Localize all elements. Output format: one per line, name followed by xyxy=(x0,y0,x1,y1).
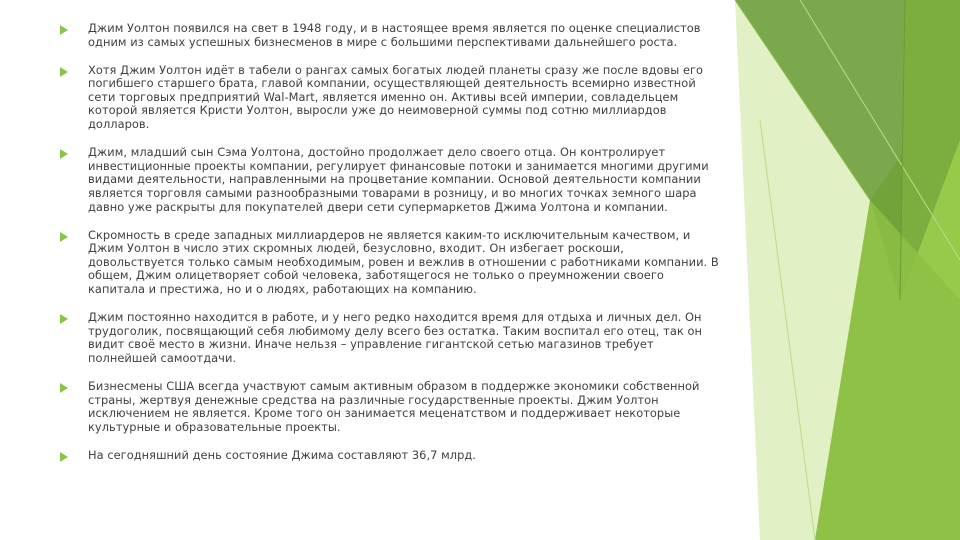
bullet-text: Скромность в среде западных миллиардеров не является каким-то исключительным качеством, и Джим Уолтон в число этих скромных людей, безусловно, входит. Он избегает роскоши, довольствуется только самым необходимым, ровен и вежлив в отношении с работниками компании. В общем, Джим олицетворяет собой человека, заботящегося не только о преумножении своего капитала и престижа, но и о людях, работающих на компанию. xyxy=(88,227,719,296)
bullet-text: Джим Уолтон появился на свет в 1948 году, и в настоящее время является по оценке специалистов одним из самых успешных бизнесменов в мире с большими перспективами дальнейшего роста. xyxy=(88,21,701,49)
bullet-text: Джим постоянно находится в работе, и у него редко находится время для отдыха и личных дел. Он трудоголик, посвящающий себя любимому делу всего без остатка. Таким воспитал его отец, так он видит своё место в жизни. Иначе нельзя – управление гигантской сетью магазинов требует полнейшей самоотдачи. xyxy=(88,310,702,365)
list-item xyxy=(58,311,723,365)
bullet-list xyxy=(58,22,723,477)
list-item xyxy=(58,449,723,463)
triangle-bullet-icon xyxy=(60,314,68,324)
triangle-bullet-icon xyxy=(60,232,68,242)
list-item xyxy=(58,22,723,49)
list-item xyxy=(58,146,723,214)
bullet-text: На сегодняшний день состояние Джима составляют 36,7 млрд. xyxy=(88,447,476,462)
bullet-text: Джим, младший сын Сэма Уолтона, достойно продолжает дело своего отца. Он контролирует инвестиционные проекты компании, регулирует финансовые потоки и занимается многими другими видами деятельности, направленными на процветание компании. Основой деятельности компании является торговля самыми разнообразными товарами в розницу, и во многих точках земного шара давно уже раскрыты для покупателей двери сети супермаркетов Джима Уолтона и компании. xyxy=(88,145,709,214)
triangle-bullet-icon xyxy=(60,25,68,35)
triangle-bullet-icon xyxy=(60,149,68,159)
list-item xyxy=(58,229,723,297)
triangle-bullet-icon xyxy=(60,452,68,462)
bullet-text: Хотя Джим Уолтон идёт в табели о рангах самых богатых людей планеты сразу же после вдовы его погибшего старшего брата, главой компании, осуществляющей деятельность всемирно известной сети торговых предприятий Wal-Mart, является именно он. Активы всей империи, совладельцем которой является Кристи Уолтон, выросли уже до неимоверной суммы под сотню миллиардов долларов. xyxy=(88,62,704,132)
triangle-bullet-icon xyxy=(60,67,68,77)
list-item xyxy=(58,380,723,434)
list-item xyxy=(58,64,723,132)
bullet-text: Бизнесмены США всегда участвуют самым активным образом в поддержке экономики собственной страны, жертвуя денежные средства на различные государственные проекты. Джим Уолтон исключением не является. Кроме того он занимается меценатством и поддерживает некоторые культурные и образовательные проекты. xyxy=(88,378,700,434)
triangle-bullet-icon xyxy=(60,383,68,393)
